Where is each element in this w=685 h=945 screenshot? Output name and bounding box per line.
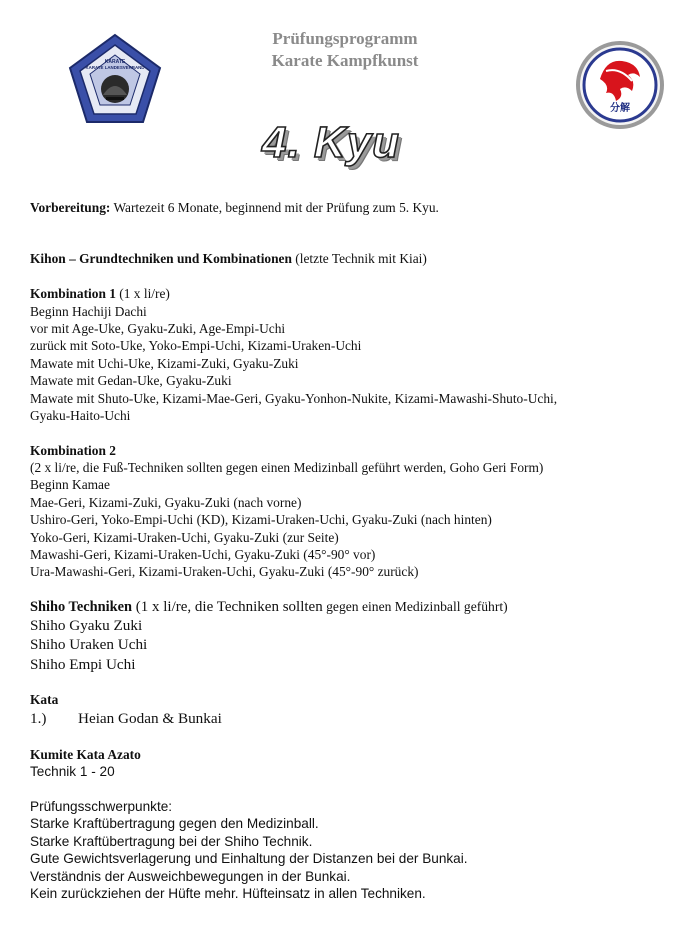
- kata-heading: Kata: [30, 692, 59, 708]
- list-item: Mae-Geri, Kizami-Zuki, Gyaku-Zuki (nach vorne): [30, 494, 302, 510]
- kata-number: 1.): [30, 709, 47, 727]
- list-item: Mawashi-Geri, Kizami-Uraken-Uchi, Gyaku-Zuki (45°-90° vor): [30, 547, 376, 563]
- grade-heading: 4. Kyu: [262, 118, 401, 167]
- logo-text: KARATE LANDESVERBAND: [85, 65, 145, 70]
- document-title-line2: Karate Kampfkunst: [271, 51, 419, 70]
- document-title-line1: Prüfungsprogramm: [272, 29, 418, 48]
- list-item: (2 x li/re, die Fuß-Techniken sollten gegen einen Medizinball geführt werden, Goho Geri Form): [30, 460, 544, 476]
- list-item: Mawate mit Gedan-Uke, Gyaku-Zuki: [30, 373, 232, 389]
- kihon-heading: Kihon – Grundtechniken und Kombinationen: [30, 251, 292, 267]
- list-item: Kein zurückziehen der Hüfte mehr. Hüfteinsatz in allen Techniken.: [30, 885, 426, 901]
- list-item: Shiho Empi Uchi: [30, 655, 136, 673]
- preparation-text: Wartezeit 6 Monate, beginnend mit der Prüfung zum 5. Kyu.: [110, 200, 439, 215]
- shiho-note-b: gegen einen Medizinball geführt): [322, 599, 508, 615]
- kumite-heading: Kumite Kata Azato: [30, 746, 141, 762]
- combination1-note: (1 x li/re): [115, 286, 170, 302]
- kata-item: [30, 709, 660, 729]
- list-item: Mawate mit Shuto-Uke, Kizami-Mae-Geri, Gyaku-Yonhon-Nukite, Kizami-Mawashi-Shuto-Uchi,: [30, 390, 558, 406]
- list-item: Starke Kraftübertragung bei der Shiho Technik.: [30, 833, 313, 849]
- list-item: Ushiro-Geri, Yoko-Empi-Uchi (KD), Kizami-Uraken-Uchi, Gyaku-Zuki (nach hinten): [30, 512, 492, 528]
- kumite-text: Technik 1 - 20: [30, 764, 115, 780]
- list-item: Gyaku-Haito-Uchi: [30, 407, 131, 423]
- list-item: Mawate mit Uchi-Uke, Kizami-Zuki, Gyaku-Zuki: [30, 355, 299, 371]
- list-item: Shiho Gyaku Zuki: [30, 616, 143, 634]
- list-item: Ura-Mawashi-Geri, Kizami-Uraken-Uchi, Gyaku-Zuki (45°-90° zurück): [30, 564, 419, 580]
- shiho-title: [30, 598, 660, 615]
- preparation-label: Vorbereitung:: [30, 200, 111, 215]
- list-item: vor mit Age-Uke, Gyaku-Zuki, Age-Empi-Uchi: [30, 320, 286, 336]
- shiho-note-a: (1 x li/re, die Techniken sollten: [132, 599, 323, 616]
- list-item: Verständnis der Ausweichbewegungen in der Bunkai.: [30, 868, 351, 884]
- list-item: zurück mit Soto-Uke, Yoko-Empi-Uchi, Kizami-Uraken-Uchi: [30, 338, 362, 354]
- list-item: Beginn Kamae: [30, 477, 110, 493]
- logo-kanji: 分解: [610, 103, 630, 114]
- focus-heading: Prüfungsschwerpunkte:: [30, 798, 173, 814]
- list-item: Beginn Hachiji Dachi: [30, 303, 147, 319]
- list-item: Starke Kraftübertragung gegen den Medizinball.: [30, 816, 319, 832]
- kihon-section: [30, 250, 660, 267]
- preparation: [30, 199, 660, 216]
- exam-content: [30, 199, 660, 902]
- karate-landesverband-logo: [68, 33, 162, 125]
- list-item: Gute Gewichtsverlagerung und Einhaltung der Distanzen bei der Bunkai.: [30, 851, 468, 867]
- combination2-heading: Kombination 2: [30, 442, 116, 458]
- svg-text:KARATE: KARATE: [104, 59, 126, 65]
- bunkai-club-logo: [576, 41, 664, 129]
- combination1-heading: Kombination 1: [30, 286, 116, 302]
- list-item: Shiho Uraken Uchi: [30, 636, 148, 654]
- shiho-heading: Shiho Techniken: [30, 599, 132, 616]
- list-item: Yoko-Geri, Kizami-Uraken-Uchi, Gyaku-Zuki (zur Seite): [30, 529, 339, 545]
- kihon-note: (letzte Technik mit Kiai): [291, 251, 427, 267]
- kata-name: Heian Godan & Bunkai: [78, 709, 222, 727]
- combination1-title: [30, 285, 660, 302]
